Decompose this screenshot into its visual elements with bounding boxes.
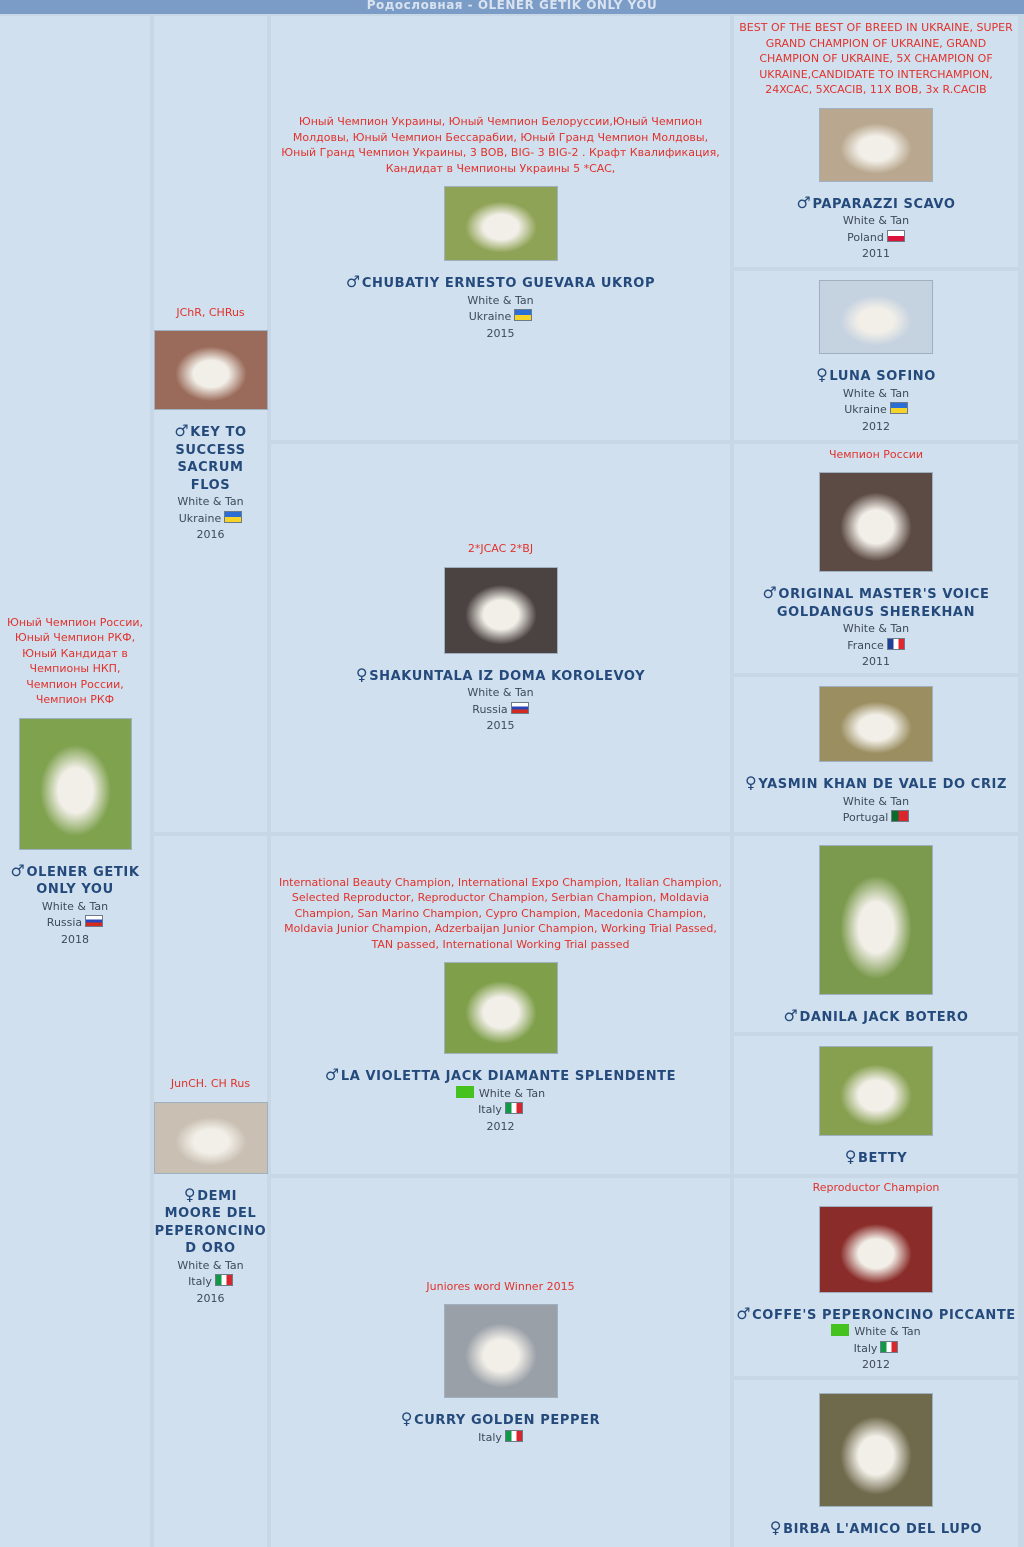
- pedigree-title-bar: [0, 0, 1024, 14]
- dog-name: PAPARAZZI SCAVO: [812, 196, 956, 212]
- dog-card-sdd: [734, 677, 1018, 832]
- dog-titles: Юный Чемпион России, Юный Чемпион РКФ, Юный Кандидат в Чемпионы НКП, Чемпион России, Чемпион РКФ: [6, 615, 144, 707]
- flag-ru-icon: [511, 702, 529, 714]
- dog-card-dss: [734, 836, 1018, 1032]
- dog-card-root: [0, 16, 150, 1547]
- male-icon: ♂: [345, 272, 361, 291]
- dog-name-link[interactable]: [344, 273, 657, 293]
- dog-name-link[interactable]: [781, 1007, 970, 1027]
- female-icon: ♀: [355, 664, 369, 684]
- dog-country: [188, 1274, 233, 1291]
- dog-name: SHAKUNTALA IZ DOMA KOROLEVOY: [369, 668, 646, 684]
- dog-color-text: White & Tan: [177, 1258, 244, 1272]
- male-icon: ♂: [324, 1065, 340, 1085]
- dog-name-link[interactable]: [154, 422, 267, 494]
- dog-color: [42, 899, 108, 916]
- flag-ua-icon: [224, 511, 242, 523]
- dog-country: [844, 402, 907, 419]
- dog-name-link[interactable]: [743, 774, 1009, 794]
- dog-color-text: White & Tan: [842, 794, 910, 808]
- dog-country: [478, 1430, 523, 1447]
- dog-card-ddd: [734, 1380, 1018, 1547]
- color-swatch-icon: [456, 1086, 474, 1098]
- dog-photo[interactable]: [19, 718, 132, 850]
- dog-name: KEY TO SUCCESS SACRUM FLOS: [175, 425, 247, 493]
- dog-name-link[interactable]: [768, 1519, 984, 1539]
- dog-birth-year: 2018: [61, 932, 89, 946]
- dog-color-text: White & Tan: [467, 686, 534, 700]
- dog-card-dsd: [734, 1036, 1018, 1174]
- dog-color: [843, 386, 909, 403]
- dog-color: [177, 1258, 243, 1275]
- dog-name-link[interactable]: [734, 584, 1018, 621]
- female-icon: ♀: [844, 1147, 858, 1167]
- female-icon: ♀: [400, 1409, 414, 1429]
- male-icon: ♂: [796, 192, 812, 212]
- dog-name: CHUBATIY ERNESTO GUEVARA UKROP: [361, 276, 656, 291]
- male-icon: ♂: [736, 1303, 752, 1323]
- dog-birth-year: 2012: [862, 1358, 890, 1372]
- dog-titles: JChR, CHRus: [176, 305, 245, 319]
- dog-color-text: White & Tan: [842, 622, 910, 635]
- dog-color-text: White & Tan: [177, 495, 244, 508]
- dog-color-text: White & Tan: [467, 293, 534, 307]
- dog-country: [469, 309, 532, 326]
- dog-color-text: White & Tan: [854, 1325, 921, 1339]
- male-icon: ♂: [762, 583, 778, 602]
- flag-ua-icon: [514, 309, 532, 321]
- dog-birth-year: 2011: [862, 655, 890, 668]
- dog-name: OLENER GETIK ONLY YOU: [26, 864, 140, 898]
- color-swatch-icon: [831, 1324, 849, 1336]
- dog-country: [847, 638, 905, 655]
- dog-photo[interactable]: [444, 186, 558, 261]
- male-icon: ♂: [783, 1006, 799, 1026]
- dog-country: [179, 511, 242, 528]
- flag-pl-icon: [887, 230, 905, 242]
- dog-country-name: Russia: [472, 702, 508, 716]
- flag-pt-icon: [891, 810, 909, 822]
- dog-titles: JunCH. CH Rus: [170, 1077, 251, 1090]
- dog-country-name: Italy: [853, 1341, 878, 1355]
- dog-photo[interactable]: [819, 1393, 933, 1507]
- flag-it-icon: [880, 1341, 898, 1353]
- dog-birth-year: 2016: [196, 1291, 225, 1305]
- female-icon: ♀: [744, 773, 758, 793]
- dog-name: BIRBA L'AMICO DEL LUPO: [783, 1521, 983, 1537]
- dog-name-link[interactable]: [153, 1186, 269, 1258]
- flag-it-icon: [215, 1274, 233, 1286]
- dog-birth-year: 2012: [862, 419, 890, 433]
- flag-fr-icon: [887, 638, 905, 650]
- dog-color-text: White & Tan: [41, 899, 109, 913]
- dog-titles: Juniores word Winner 2015: [426, 1279, 575, 1293]
- dog-name: LUNA SOFINO: [829, 369, 936, 384]
- dog-card-sds: [734, 444, 1018, 673]
- dog-photo[interactable]: [154, 1102, 268, 1174]
- dog-name-link[interactable]: [795, 194, 958, 214]
- dog-photo[interactable]: [819, 845, 933, 995]
- dog-name-link[interactable]: [734, 1305, 1018, 1325]
- dog-birth-year: 2015: [486, 719, 515, 733]
- male-icon: ♂: [10, 860, 26, 880]
- dog-country-name: Ukraine: [468, 310, 512, 323]
- dog-country-name: Italy: [478, 1430, 502, 1444]
- dog-country: [843, 810, 910, 827]
- dog-name-link[interactable]: [399, 1410, 603, 1430]
- dog-country: [847, 230, 905, 247]
- dog-titles: Чемпион России: [828, 447, 924, 461]
- dog-birth-year: 2011: [862, 247, 890, 261]
- dog-name: DANILA JACK BOTERO: [799, 1010, 969, 1026]
- dog-birth-year: 2016: [196, 528, 225, 541]
- dog-color: [467, 685, 533, 702]
- dog-photo[interactable]: [819, 1206, 933, 1293]
- dog-name-link[interactable]: [0, 862, 150, 899]
- dog-name-link[interactable]: [354, 666, 647, 686]
- dog-birth-year: 2015: [486, 326, 515, 340]
- female-icon: ♀: [183, 1184, 197, 1204]
- dog-titles: International Beauty Champion, International Expo Champion, Italian Champion, Selected Reproductor, Reproductor Champion, Serbian Champion, Moldavia Champion, San Marino Champion, Cypro Champion, Macedonia Champion, Moldavia Junior Champion, Adzerbaijan Junior Champion, Working Trial Passed, TAN passed, International Working Trial passed: [278, 875, 723, 951]
- dog-country-name: Portugal: [842, 811, 889, 825]
- dog-card-sire: [154, 16, 267, 832]
- dog-color: [456, 1086, 545, 1103]
- dog-card-sire-sire: [271, 16, 730, 440]
- flag-it-icon: [505, 1430, 523, 1442]
- dog-name: COFFE'S PEPERONCINO PICCANTE: [752, 1307, 1016, 1323]
- dog-name: BETTY: [858, 1151, 908, 1167]
- dog-card-dam: [154, 836, 267, 1547]
- dog-country-name: Poland: [847, 230, 884, 244]
- dog-titles: Юный Чемпион Украины, Юный Чемпион Белоруссии,Юный Чемпион Молдовы, Юный Чемпион Бессарабии, Юный Гранд Чемпион Молдовы, Юный Гранд Чемпион Украины, 3 BOB, BIG- 3 BIG-2 . Крафт Квалификация, Кандидат в Чемпионы Украины 5 *CAC,: [281, 115, 720, 175]
- dog-color: [843, 213, 909, 230]
- dog-name: DEMI MOORE DEL PEPERONCINO D ORO: [154, 1188, 267, 1256]
- dog-color-text: White & Tan: [842, 386, 910, 400]
- dog-titles: 2*JCAC 2*BJ: [467, 542, 534, 556]
- dog-titles: BEST OF THE BEST OF BREED IN UKRAINE, SUPER GRAND CHAMPION OF UKRAINE, GRAND CHAMPION OF UKRAINE, 5X CHAMPION OF UKRAINE,CANDIDATE TO INTERCHAMPION, 24XCAC, 5XCACIB, 11X BOB, 3x R.CACIB: [739, 21, 1013, 97]
- dog-color-text: White & Tan: [842, 214, 910, 228]
- dog-color: [843, 621, 909, 638]
- dog-photo[interactable]: [154, 330, 268, 410]
- dog-card-sire-dam: [271, 444, 730, 832]
- dog-color: [177, 494, 243, 511]
- dog-photo[interactable]: [819, 686, 933, 762]
- dog-country-name: Ukraine: [844, 403, 887, 416]
- dog-country-name: Ukraine: [178, 511, 222, 525]
- dog-card-ssd: [734, 271, 1018, 440]
- dog-country-name: Italy: [188, 1275, 212, 1288]
- dog-card-sss: [734, 16, 1018, 267]
- dog-card-dam-sire: [271, 836, 730, 1174]
- male-icon: ♂: [174, 421, 190, 440]
- dog-color: [467, 293, 533, 310]
- dog-name: YASMIN KHAN DE VALE DO CRIZ: [758, 777, 1008, 793]
- dog-country: [478, 1102, 523, 1119]
- dog-photo[interactable]: [819, 108, 933, 182]
- dog-card-dam-dam: [271, 1178, 730, 1547]
- dog-country-name: Italy: [478, 1103, 502, 1117]
- dog-country: [47, 915, 103, 932]
- dog-birth-year: 2012: [486, 1119, 515, 1133]
- dog-name: ORIGINAL MASTER'S VOICE GOLDANGUS SHEREKHAN: [776, 587, 990, 620]
- dog-photo[interactable]: [819, 472, 933, 572]
- dog-color-text: White & Tan: [478, 1086, 546, 1100]
- dog-color: [843, 794, 909, 811]
- dog-card-dds: [734, 1178, 1018, 1376]
- dog-photo[interactable]: [819, 280, 933, 354]
- dog-photo[interactable]: [444, 962, 558, 1054]
- female-icon: ♀: [816, 365, 829, 384]
- dog-country-name: Russia: [46, 916, 83, 930]
- flag-it-icon: [505, 1102, 523, 1114]
- dog-color: [831, 1324, 920, 1341]
- dog-photo[interactable]: [444, 567, 558, 654]
- dog-name-link[interactable]: [814, 366, 938, 386]
- dog-titles: Reproductor Champion: [812, 1181, 940, 1195]
- female-icon: ♀: [769, 1517, 783, 1537]
- pedigree-title: Родословная - OLENER GETIK ONLY YOU: [366, 0, 658, 12]
- dog-name-link[interactable]: [323, 1066, 678, 1086]
- dog-photo[interactable]: [819, 1046, 933, 1136]
- dog-photo[interactable]: [444, 1304, 558, 1398]
- dog-name: CURRY GOLDEN PEPPER: [414, 1413, 601, 1429]
- dog-country: [854, 1341, 899, 1358]
- dog-name-link[interactable]: [843, 1148, 910, 1168]
- flag-ru-icon: [85, 915, 103, 927]
- flag-ua-icon: [890, 402, 908, 414]
- dog-name: LA VIOLETTA JACK DIAMANTE SPLENDENTE: [340, 1069, 677, 1085]
- dog-country: [472, 702, 528, 719]
- dog-country-name: France: [847, 638, 884, 652]
